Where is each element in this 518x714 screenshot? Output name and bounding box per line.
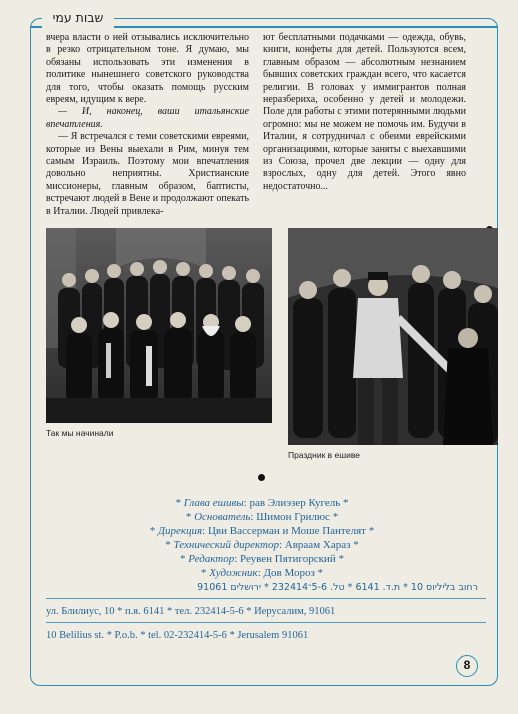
star-icon: * (368, 525, 375, 537)
credit-role: Художник (209, 567, 258, 579)
credit-name: : рав Элиэзер Кугель (243, 497, 341, 509)
credit-row (46, 510, 478, 524)
address-russian: ул. Блилиус, 10 * п.я. 6141 * тел. 232414-5-6 * Иерусалим, 91061 (46, 606, 336, 617)
credit-name: : Авраам Хараз (278, 539, 351, 551)
paragraph: вчера власти о ней отзывались исключительно в резко отрицательном тоне. Я думаю, мы обязаны использовать эти изменения в политике нынешнего советского руководства для того, чтобы оказать помощь русским евреям, идущим к вере. (46, 32, 249, 106)
star-icon: * (165, 539, 171, 551)
star-icon: * (343, 497, 349, 509)
star-icon: * (353, 539, 359, 551)
credit-row (46, 566, 478, 580)
credit-role: Редактор (188, 553, 235, 565)
credit-role: Дирекция (158, 525, 203, 537)
star-icon: * (180, 553, 186, 565)
group-photo (46, 228, 272, 423)
credit-row (46, 552, 478, 566)
star-icon: * (338, 553, 344, 565)
star-icon: * (175, 497, 181, 509)
divider (46, 622, 486, 623)
star-icon: * (200, 567, 207, 579)
star-icon: * (149, 525, 156, 537)
credit-row (46, 538, 478, 552)
masthead-credits (46, 496, 478, 580)
celebration-photo (288, 228, 498, 445)
address-hebrew: רחוב בליליוס 10 * ת.ד. 6141 * טל. 5-6־232414 * ירושלים 91061 (197, 582, 478, 593)
paragraph: — Я встречался с теми советскими евреями, которые из Вены выехали в Рим, минуя тем самым Израиль. Поэтому мои впечатления довольно неприятны. Христианские миссионеры, главным образом, баптисты, встречают людей в Вене и продолжают опекать в Италии. Людей привлека- (46, 131, 249, 217)
text-column-right (263, 32, 466, 193)
magazine-title: שבות עמי (52, 10, 104, 25)
credit-name: : Дов Мороз (257, 567, 315, 579)
page-number: 8 (456, 655, 478, 677)
credit-role: Основатель (194, 511, 251, 523)
interview-question: — И, наконец, ваши итальянские впечатления. (46, 106, 249, 130)
text-column-left (46, 32, 249, 218)
star-icon: * (185, 511, 192, 523)
celebration-photo-image (288, 228, 498, 445)
photo-caption-right: Праздник в ешиве (288, 450, 360, 460)
end-mark-dot (258, 474, 265, 481)
credit-row (46, 496, 478, 510)
address-english: 10 Belilius st. * P.o.b. * tel. 02-232414-5-6 * Jerusalem 91061 (46, 630, 309, 641)
group-photo-image (46, 228, 272, 423)
star-icon: * (332, 511, 339, 523)
credit-name: : Шимон Грилюс (250, 511, 330, 523)
credit-role: Глава ешивы (183, 497, 244, 509)
credit-role: Технический директор (173, 539, 279, 551)
divider (46, 598, 486, 599)
credit-name: : Цви Вассерман и Моше Пантелят (202, 525, 366, 537)
star-icon: * (317, 567, 324, 579)
credit-row (46, 524, 478, 538)
credit-name: : Реувен Пятигорский (234, 553, 336, 565)
paragraph: ют бесплатными подачками — одежда, обувь, книги, конфеты для детей. Пользуются всем, главным образом — абсолютным незнанием бывших советских граждан всего, что касается религии. В головах у иммигрантов полная неразбериха, особенно у детей и молодежи. Поле для работы с этими потерянными людьми огромно: мы не можем не помочь им. Будучи в Италии, я сотрудничал с обеими еврейскими организациями, которые заняты с выехавшими из Союза, прочел две лекции — одну для взрослых, одну для детей. Этого явно недостаточно... (263, 32, 466, 192)
photo-caption-left: Так мы начинали (46, 428, 114, 438)
